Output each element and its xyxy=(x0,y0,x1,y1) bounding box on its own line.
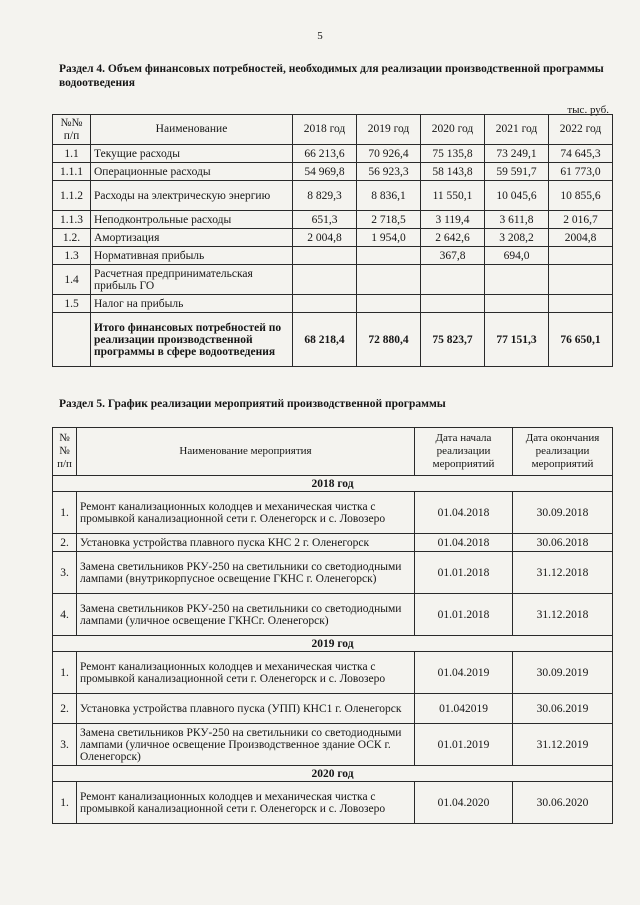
row-value: 73 249,1 xyxy=(485,145,549,163)
start-date: 01.04.2018 xyxy=(415,534,513,552)
section5-title: Раздел 5. График реализации мероприятий производственной программы xyxy=(59,398,446,410)
row-number: 1. xyxy=(53,782,77,824)
table-row xyxy=(53,724,613,766)
table-row xyxy=(53,492,613,534)
table-row xyxy=(53,229,613,247)
row-name: Операционные расходы xyxy=(91,163,293,181)
row-number: 1.2. xyxy=(53,229,91,247)
row-value: 54 969,8 xyxy=(293,163,357,181)
row-value: 11 550,1 xyxy=(421,181,485,211)
start-date: 01.01.2019 xyxy=(415,724,513,766)
start-date: 01.04.2018 xyxy=(415,492,513,534)
row-value: 2 718,5 xyxy=(357,211,421,229)
row-number: 1. xyxy=(53,652,77,694)
table-row xyxy=(53,552,613,594)
activity-name: Замена светильников РКУ-250 на светильники со светодиодными лампами (внутрикорпусное освещение ГКНС г. Оленегорск) xyxy=(77,552,415,594)
row-number: 4. xyxy=(53,594,77,636)
table-row xyxy=(53,295,613,313)
row-value xyxy=(357,247,421,265)
row-value: 2 016,7 xyxy=(549,211,613,229)
col-header-2022: 2022 год xyxy=(549,115,613,145)
row-number: 1.1.2 xyxy=(53,181,91,211)
row-value: 8 829,3 xyxy=(293,181,357,211)
row-number: 1. xyxy=(53,492,77,534)
row-number: 2. xyxy=(53,694,77,724)
year-row xyxy=(53,636,613,652)
row-value: 3 208,2 xyxy=(485,229,549,247)
row-value: 70 926,4 xyxy=(357,145,421,163)
row-name: Амортизация xyxy=(91,229,293,247)
year-label: 2019 год xyxy=(53,636,613,652)
row-value: 367,8 xyxy=(421,247,485,265)
row-value xyxy=(549,247,613,265)
row-number: 3. xyxy=(53,724,77,766)
activity-name: Замена светильников РКУ-250 на светильники со светодиодными лампами (уличное освещение ГКНСг. Оленегорск) xyxy=(77,594,415,636)
row-value: 2 642,6 xyxy=(421,229,485,247)
row-value: 72 880,4 xyxy=(357,313,421,367)
row-value xyxy=(357,295,421,313)
table-row xyxy=(53,694,613,724)
col-header-number: №№ п/п xyxy=(53,428,77,476)
table-row xyxy=(53,163,613,181)
col-header-number: №№ п/п xyxy=(53,115,91,145)
row-value: 651,3 xyxy=(293,211,357,229)
table-row xyxy=(53,313,613,367)
col-header-start-date: Дата начала реализации мероприятий xyxy=(415,428,513,476)
page-number: 5 xyxy=(317,30,323,42)
table-row xyxy=(53,594,613,636)
row-name: Налог на прибыль xyxy=(91,295,293,313)
table-row xyxy=(53,652,613,694)
row-value xyxy=(421,295,485,313)
row-value: 2004,8 xyxy=(549,229,613,247)
activity-name: Установка устройства плавного пуска (УПП) КНС1 г. Оленегорск xyxy=(77,694,415,724)
row-value xyxy=(421,265,485,295)
row-number: 1.1 xyxy=(53,145,91,163)
col-header-2018: 2018 год xyxy=(293,115,357,145)
row-value: 10 855,6 xyxy=(549,181,613,211)
col-header-2021: 2021 год xyxy=(485,115,549,145)
end-date: 30.06.2020 xyxy=(513,782,613,824)
section4-title: Раздел 4. Объем финансовых потребностей, необходимых для реализации производственной программы водоотведения xyxy=(59,63,604,89)
row-value: 74 645,3 xyxy=(549,145,613,163)
end-date: 31.12.2018 xyxy=(513,552,613,594)
row-value xyxy=(549,295,613,313)
row-number: 1.4 xyxy=(53,265,91,295)
table-row xyxy=(53,265,613,295)
financial-needs-table xyxy=(52,114,613,367)
activity-name: Установка устройства плавного пуска КНС 2 г. Оленегорск xyxy=(77,534,415,552)
row-number xyxy=(53,313,91,367)
row-value: 56 923,3 xyxy=(357,163,421,181)
row-value: 75 823,7 xyxy=(421,313,485,367)
row-value: 58 143,8 xyxy=(421,163,485,181)
activity-name: Ремонт канализационных колодцев и механическая чистка с промывкой канализационной сети г. Оленегорск и с. Ловозеро xyxy=(77,492,415,534)
table-row xyxy=(53,247,613,265)
table-row xyxy=(53,782,613,824)
row-value xyxy=(293,247,357,265)
row-name: Расчетная предпринимательская прибыль ГО xyxy=(91,265,293,295)
start-date: 01.04.2020 xyxy=(415,782,513,824)
row-value: 76 650,1 xyxy=(549,313,613,367)
year-row xyxy=(53,476,613,492)
table-row xyxy=(53,211,613,229)
row-value xyxy=(485,295,549,313)
activity-name: Ремонт канализационных колодцев и механическая чистка с промывкой канализационной сети г. Оленегорск и с. Ловозеро xyxy=(77,782,415,824)
table-row xyxy=(53,181,613,211)
row-value: 2 004,8 xyxy=(293,229,357,247)
end-date: 30.09.2019 xyxy=(513,652,613,694)
end-date: 30.06.2019 xyxy=(513,694,613,724)
row-number: 1.1.3 xyxy=(53,211,91,229)
row-number: 2. xyxy=(53,534,77,552)
row-value: 66 213,6 xyxy=(293,145,357,163)
row-value xyxy=(357,265,421,295)
activity-name: Замена светильников РКУ-250 на светильники со светодиодными лампами (уличное освещение Производственное здание ОСК г. Оленегорск) xyxy=(77,724,415,766)
row-name: Расходы на электрическую энергию xyxy=(91,181,293,211)
col-header-2019: 2019 год xyxy=(357,115,421,145)
row-number: 3. xyxy=(53,552,77,594)
row-value: 1 954,0 xyxy=(357,229,421,247)
year-label: 2020 год xyxy=(53,766,613,782)
start-date: 01.04.2019 xyxy=(415,652,513,694)
row-value: 77 151,3 xyxy=(485,313,549,367)
row-value xyxy=(293,265,357,295)
row-name: Нормативная прибыль xyxy=(91,247,293,265)
end-date: 30.09.2018 xyxy=(513,492,613,534)
row-value xyxy=(293,295,357,313)
row-value: 68 218,4 xyxy=(293,313,357,367)
row-value: 694,0 xyxy=(485,247,549,265)
row-value: 75 135,8 xyxy=(421,145,485,163)
end-date: 30.06.2018 xyxy=(513,534,613,552)
col-header-activity: Наименование мероприятия xyxy=(77,428,415,476)
start-date: 01.01.2018 xyxy=(415,594,513,636)
year-label: 2018 год xyxy=(53,476,613,492)
table-row xyxy=(53,145,613,163)
end-date: 31.12.2019 xyxy=(513,724,613,766)
section4-unit: тыс. руб. xyxy=(567,104,609,116)
row-number: 1.5 xyxy=(53,295,91,313)
col-header-end-date: Дата окончания реализации мероприятий xyxy=(513,428,613,476)
schedule-table xyxy=(52,427,613,824)
row-name: Текущие расходы xyxy=(91,145,293,163)
col-header-2020: 2020 год xyxy=(421,115,485,145)
row-number: 1.1.1 xyxy=(53,163,91,181)
row-number: 1.3 xyxy=(53,247,91,265)
row-value xyxy=(549,265,613,295)
row-name: Неподконтрольные расходы xyxy=(91,211,293,229)
row-value xyxy=(485,265,549,295)
start-date: 01.042019 xyxy=(415,694,513,724)
row-value: 61 773,0 xyxy=(549,163,613,181)
row-value: 10 045,6 xyxy=(485,181,549,211)
year-row xyxy=(53,766,613,782)
row-value: 3 611,8 xyxy=(485,211,549,229)
row-value: 3 119,4 xyxy=(421,211,485,229)
end-date: 31.12.2018 xyxy=(513,594,613,636)
row-value: 59 591,7 xyxy=(485,163,549,181)
row-value: 8 836,1 xyxy=(357,181,421,211)
col-header-name: Наименование xyxy=(91,115,293,145)
table-row xyxy=(53,534,613,552)
activity-name: Ремонт канализационных колодцев и механическая чистка с промывкой канализационной сети г. Оленегорск и с. Ловозеро xyxy=(77,652,415,694)
row-name: Итого финансовых потребностей по реализации производственной программы в сфере водоотведения xyxy=(91,313,293,367)
start-date: 01.01.2018 xyxy=(415,552,513,594)
